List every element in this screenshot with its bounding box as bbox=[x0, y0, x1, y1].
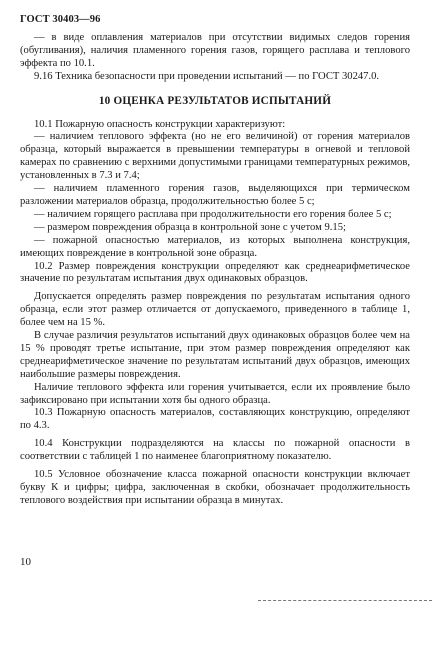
paragraph-10-5: 10.5 Условное обозначение класса пожарной опасности конструкции включает букву К и цифры; цифра, заключенная в скобки, обозначает продолжительность теплового воздействия при испытании образца в минутах. bbox=[20, 469, 410, 506]
paragraph-10-1-item-5: — пожарной опасностью материалов, из которых выполнена конструкция, имеющих повреждение в контрольной зоне образца. bbox=[20, 234, 410, 259]
document-code-header: ГОСТ 30403—96 bbox=[20, 14, 101, 25]
footer-divider bbox=[258, 600, 432, 601]
paragraph-10-1-item-4: — размером повреждения образца в контрольной зоне с учетом 9.15; bbox=[34, 221, 346, 233]
paragraph-10-3: 10.3 Пожарную опасность материалов, составляющих конструкцию, определяют по 4.3. bbox=[20, 407, 410, 432]
paragraph-10-2: 10.2 Размер повреждения конструкции определяют как среднеарифметическое значение по результатам испытания двух одинаковых образцов. bbox=[20, 260, 410, 285]
paragraph-10-1: 10.1 Пожарную опасность конструкции характеризуют: bbox=[34, 118, 286, 130]
page-number: 10 bbox=[20, 556, 31, 568]
paragraph-10-2-permit: Допускается определять размер повреждения по результатам испытания одного образца, если этот размер отличается от допускаемого, приведенного в таблице 1, более чем на 15 %. bbox=[20, 291, 410, 329]
paragraph-10-1-item-3: — наличием горящего расплава при продолжительности его горения более 5 с; bbox=[34, 208, 392, 220]
paragraph-10-4: 10.4 Конструкции подразделяются на классы по пожарной опасности в соответствии с таблицей 1 по наименее благоприятному показателю. bbox=[20, 438, 410, 463]
document-body bbox=[20, 32, 410, 508]
paragraph-10-2-thermal-effect: Наличие теплового эффекта или горения учитывается, если их проявление было зафиксировано при испытании хотя бы одного образца. bbox=[20, 381, 410, 406]
paragraph-10-1-item-2: — наличием пламенного горения газов, выделяющихся при термическом разложении материалов образца, продолжительностью более 5 с; bbox=[20, 183, 410, 207]
paragraph-10-2-third-test: В случае различия результатов испытаний двух одинаковых образцов более чем на 15 % проводят третье испытание, при этом размер повреждения определяют как среднеарифметическое значение по результатам испытаний двух образцов, имеющих наибольшие размеры повреждения. bbox=[20, 330, 410, 380]
section-title-10: 10 ОЦЕНКА РЕЗУЛЬТАТОВ ИСПЫТАНИЙ bbox=[98, 94, 332, 107]
paragraph-9-16: 9.16 Техника безопасности при проведении испытаний — по ГОСТ 30247.0. bbox=[34, 70, 380, 82]
paragraph-9-15-continuation: — в виде оплавления материалов при отсутствии видимых следов горения (обугливания), наличия пламенного горения газов, горящего расплава и теплового эффекта по 10.1. bbox=[20, 32, 410, 69]
paragraph-10-1-item-1: — наличием теплового эффекта (но не его величиной) от горения материалов образца, который выражается в превышении температуры в огневой и тепловой камерах по сравнению с верхними допустимыми границами температурных режимов, установленных в 7.3 и 7.4; bbox=[20, 131, 410, 182]
